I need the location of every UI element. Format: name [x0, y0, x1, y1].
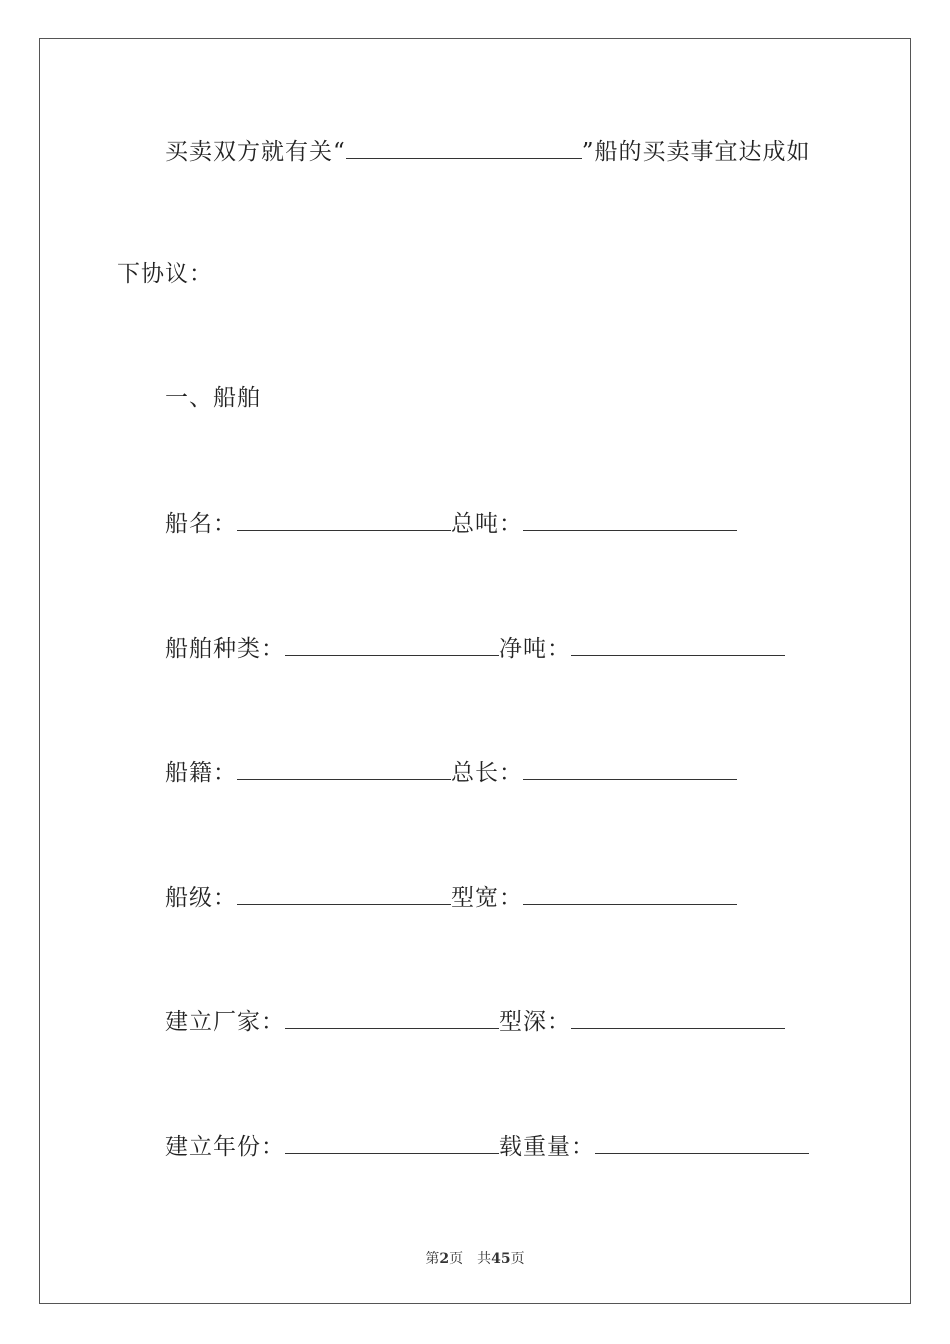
field-label: 船级： [165, 885, 237, 911]
intro-paragraph [165, 136, 811, 167]
field-label: 总长： [451, 760, 523, 786]
field-row [165, 757, 737, 788]
field-label: 净吨： [499, 636, 571, 662]
field-row [165, 633, 785, 664]
intro-text-after-quote: ”船的买卖事宜达成如 [581, 139, 811, 165]
field-blank[interactable] [285, 1131, 499, 1154]
field-blank[interactable] [237, 882, 451, 905]
field-label: 建立厂家： [165, 1009, 285, 1035]
field-blank[interactable] [523, 508, 737, 531]
field-blank[interactable] [237, 508, 451, 531]
field-label: 总吨： [451, 511, 523, 537]
intro-text-before-quote: 买卖双方就有关“ [165, 139, 346, 165]
page-border [39, 38, 911, 1304]
field-row [165, 508, 737, 539]
field-blank[interactable] [237, 757, 451, 780]
field-row [165, 1131, 809, 1162]
field-row [165, 882, 737, 913]
page-footer [0, 1248, 950, 1268]
field-label: 建立年份： [165, 1134, 285, 1160]
field-blank[interactable] [285, 633, 499, 656]
field-blank[interactable] [285, 1006, 499, 1029]
field-label: 型宽： [451, 885, 523, 911]
field-label: 型深： [499, 1009, 571, 1035]
total-prefix: 共 [477, 1251, 492, 1267]
intro-continuation: 下协议： [117, 261, 213, 287]
field-label: 载重量： [499, 1134, 595, 1160]
field-blank[interactable] [523, 757, 737, 780]
field-row [165, 1006, 785, 1037]
field-label: 船籍： [165, 760, 237, 786]
field-blank[interactable] [571, 633, 785, 656]
total-pages: 45 [491, 1251, 511, 1267]
section-heading: 一、船舶 [165, 385, 261, 411]
page-prefix: 第 [425, 1251, 440, 1267]
page-number: 2 [439, 1251, 450, 1267]
field-label: 船名： [165, 511, 237, 537]
total-suffix: 页 [510, 1251, 525, 1267]
field-blank[interactable] [571, 1006, 785, 1029]
ship-name-blank[interactable] [346, 136, 582, 159]
field-label: 船舶种类： [165, 636, 285, 662]
page-suffix: 页 [449, 1251, 464, 1267]
field-blank[interactable] [523, 882, 737, 905]
field-blank[interactable] [595, 1131, 809, 1154]
